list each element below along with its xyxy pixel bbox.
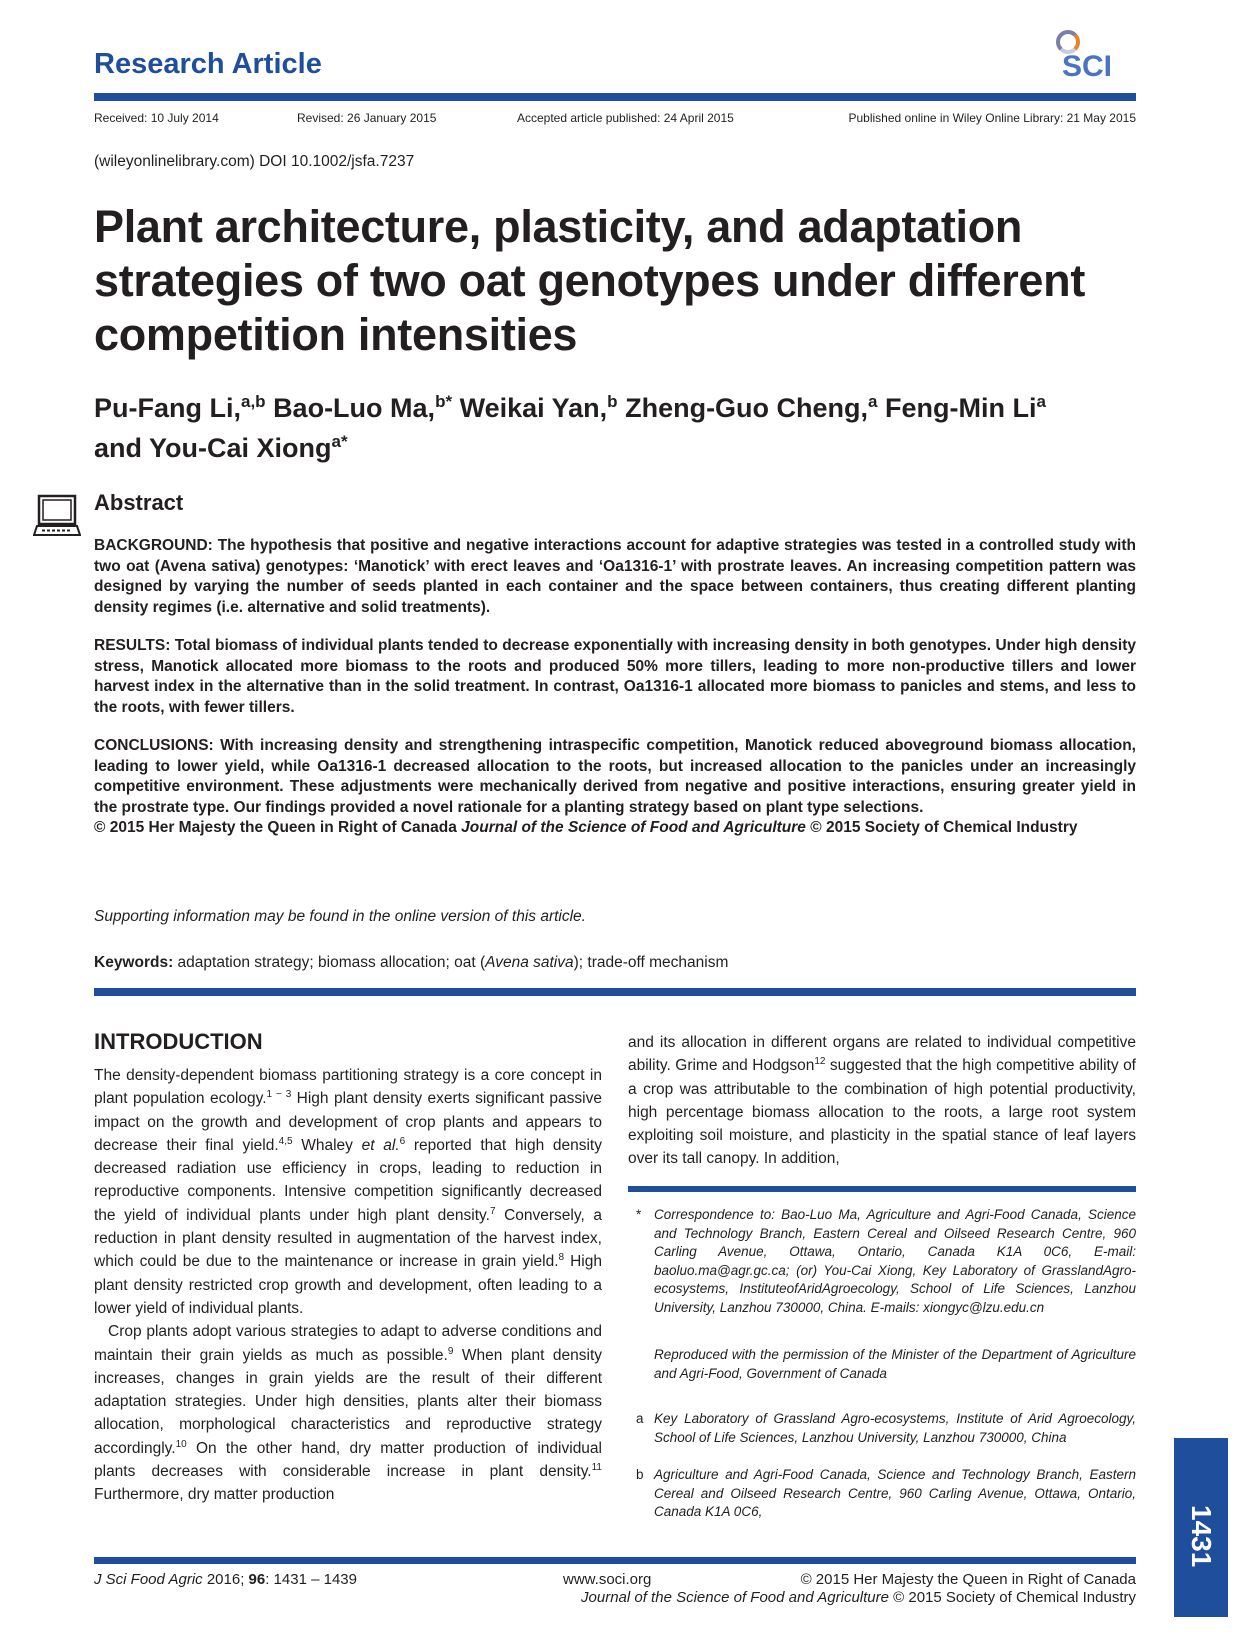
website[interactable]: www.soci.org (563, 1571, 652, 1588)
author: Zheng-Guo Cheng,$^a$ (625, 392, 878, 423)
citation-ref[interactable]: 12 (814, 1056, 826, 1068)
citation: J Sci Food Agric 2016; 96: 1431 – 1439 (94, 1571, 357, 1588)
footer-rule (94, 1557, 1136, 1564)
abstract-conclusions-block (94, 736, 1136, 839)
logo-text: SCI (1062, 50, 1113, 83)
citation-ref[interactable]: 8 (558, 1252, 565, 1264)
intro-paragraph-2: Crop plants adopt various strategies to adapt to adverse conditions and maintain their grain yields as much as possible.$^9$ When plant density increases, changes in grain yields are the result of their different adaptation strategies. Under high densities, plants alter their biomass allocation, morphological characteristics and reproductive strategy accordingly.$^{10}$ On the other hand, dry matter production of individual plants decreases with considerable increase in plant density.$^{11}$ Furthermore, dry matter production (94, 1323, 603, 1504)
notes-rule (628, 1186, 1136, 1192)
intro-paragraph-1: The density-dependent biomass partitioning strategy is a core concept in plant population ecology.$^{1 - 3}$ High plant density exerts significant passive impact on the growth and development of crop plants and appears to decrease their final yield.$^{4,5}$ Whaley et al.$^6$ reported that high density decreased radiation use efficiency in crops, leading to reduction in reproductive components. Intensive competition significantly decreased the yield of individual plants under high plant density.$^7$ Conversely, a reduction in plant density resulted in augmentation of the harvest index, which could be due to the maintenance or increase in grain yield.$^8$ High plant density restricted crop growth and development, often leading to a lower yield of individual plants. (94, 1067, 602, 1317)
reproduction-note: Reproduced with the permission of the Minister of the Department of Agriculture and Agri-Food, Government of Canada (654, 1347, 1136, 1381)
abstract-conclusions: CONCLUSIONS: With increasing density and strengthening intraspecific competition, Manotick reduced aboveground biomass allocation, leading to lower yield, while Oa1316-1 decreased allocation to the roots, but increased allocation to the panicles under an increasingly competitive environment. These adjustments were mechanically derived from negative and positive interactions, ensuring greater yield in the prostrate type. Our findings provided a novel rationale for a planting strategy based on plant type selections. (94, 737, 1136, 816)
body-right-column (628, 1031, 1136, 1171)
footer-copyright-1: © 2015 Her Majesty the Queen in Right of Canada (800, 1571, 1136, 1588)
abstract-copyright: © 2015 Her Majesty the Queen in Right of Canada Journal of the Science of Food and Agriculture © 2015 Society of Chemical Industry (94, 819, 1078, 836)
citation-ref[interactable]: 6 (399, 1135, 406, 1147)
abstract-results: RESULTS: Total biomass of individual plants tended to decrease exponentially with increasing density in both genotypes. Under high density stress, Manotick allocated more biomass to the roots and produced 50% more tillers, leading to more non-productive tillers and lower harvest index in the alternative than in the solid treatment. In contrast, Oa1316-1 allocated more biomass to panicles and stems, and less to the roots, with fewer tillers. (94, 637, 1136, 716)
affiliation-b: b Agriculture and Agri-Food Canada, Science and Technology Branch, Eastern Cereal and Oilseed Research Centre, 960 Carling Avenue, Ottawa, Ontario, Canada K1A 0C6, (636, 1467, 1136, 1519)
accepted-date: Accepted article published: 24 April 2015 (517, 111, 734, 125)
citation-ref[interactable]: 4,5 (278, 1135, 293, 1147)
citation-ref[interactable]: 10 (175, 1438, 187, 1450)
abstract-heading: Abstract (94, 490, 184, 515)
citation-ref[interactable]: 7 (489, 1205, 496, 1217)
abstract-background: BACKGROUND: The hypothesis that positive and negative interactions account for adaptive strategies was tested in a controlled study with two oat (Avena sativa) genotypes: ‘Manotick’ with erect leaves and ‘Oa1316-1’ with prostrate leaves. An increasing competition pattern was designed by varying the number of seeds planted in each container and the space between containers, thus creating different planting density regimes (i.e. alternative and solid treatments). (94, 537, 1136, 616)
author-list (94, 385, 1154, 465)
header-rule (94, 93, 1136, 101)
keywords: Keywords: adaptation strategy; biomass allocation; oat (Avena sativa); trade-off mechanism (94, 954, 729, 971)
citation-ref[interactable]: 1 − 3 (266, 1089, 292, 1101)
author: Feng-Min Li$^a$ (885, 392, 1046, 423)
published-date: Published online in Wiley Online Library: 21 May 2015 (848, 111, 1136, 125)
citation-ref[interactable]: 11 (591, 1461, 602, 1473)
article-title: Plant architecture, plasticity, and adaptation strategies of two oat genotypes under different competition intensities (94, 201, 1086, 360)
page-number: 1431 (1186, 1505, 1217, 1568)
revised-date: Revised: 26 January 2015 (297, 111, 437, 125)
correspondence-note: * Correspondence to: Bao-Luo Ma, Agriculture and Agri-Food Canada, Science and Technology Branch, Eastern Cereal and Oilseed Research Centre, 960 Carling Avenue, Ottawa, Ontario, Canada K1A 0C6, E-mail: baoluo.ma@agr.gc.ca; (or) You-Cai Xiong, Key Laboratory of GrasslandAgro-ecosystems, InstituteofAridAgroecology, School of Life Sciences, Lanzhou University, Lanzhou 730000, China. E-mails: xiongyc@lzu.edu.cn (636, 1207, 1136, 1315)
supporting-info: Supporting information may be found in the online version of this article. (94, 908, 586, 925)
author: Pu-Fang Li,$^{a,b}$ (94, 392, 266, 423)
citation-ref[interactable]: 9 (447, 1345, 454, 1357)
sci-logo (1046, 28, 1136, 82)
introduction-heading: INTRODUCTION (94, 1029, 263, 1054)
author: and You-Cai Xiong$^{a*}$ (94, 432, 348, 463)
author: Weikai Yan,$^b$ (459, 392, 618, 423)
doi[interactable]: (wileyonlinelibrary.com) DOI 10.1002/jsfa.7237 (94, 153, 415, 170)
affiliation-a: a Key Laboratory of Grassland Agro-ecosystems, Institute of Arid Agroecology, School of Life Sciences, Lanzhou University, Lanzhou 730000, China (636, 1411, 1136, 1445)
laptop-icon[interactable] (33, 494, 81, 538)
intro-paragraph-3: and its allocation in different organs are related to individual competitive ability. Grime and Hodgson$^{12}$ suggested that the high competitive ability of a crop was attributable to the combination of high potential productivity, high percentage biomass allocation to the roots, a large root system exploiting soil moisture, and plasticity in the spatial stance of leaf layers over its tall canopy. In addition, (628, 1034, 1136, 1168)
body-left-column (94, 1064, 602, 1507)
section-label: Research Article (94, 48, 322, 80)
author: Bao-Luo Ma,$^{b*}$ (273, 392, 453, 423)
footer-copyright-2: Journal of the Science of Food and Agriculture © 2015 Society of Chemical Industry (581, 1589, 1136, 1606)
abstract-rule (94, 988, 1136, 996)
received-date: Received: 10 July 2014 (94, 111, 219, 125)
